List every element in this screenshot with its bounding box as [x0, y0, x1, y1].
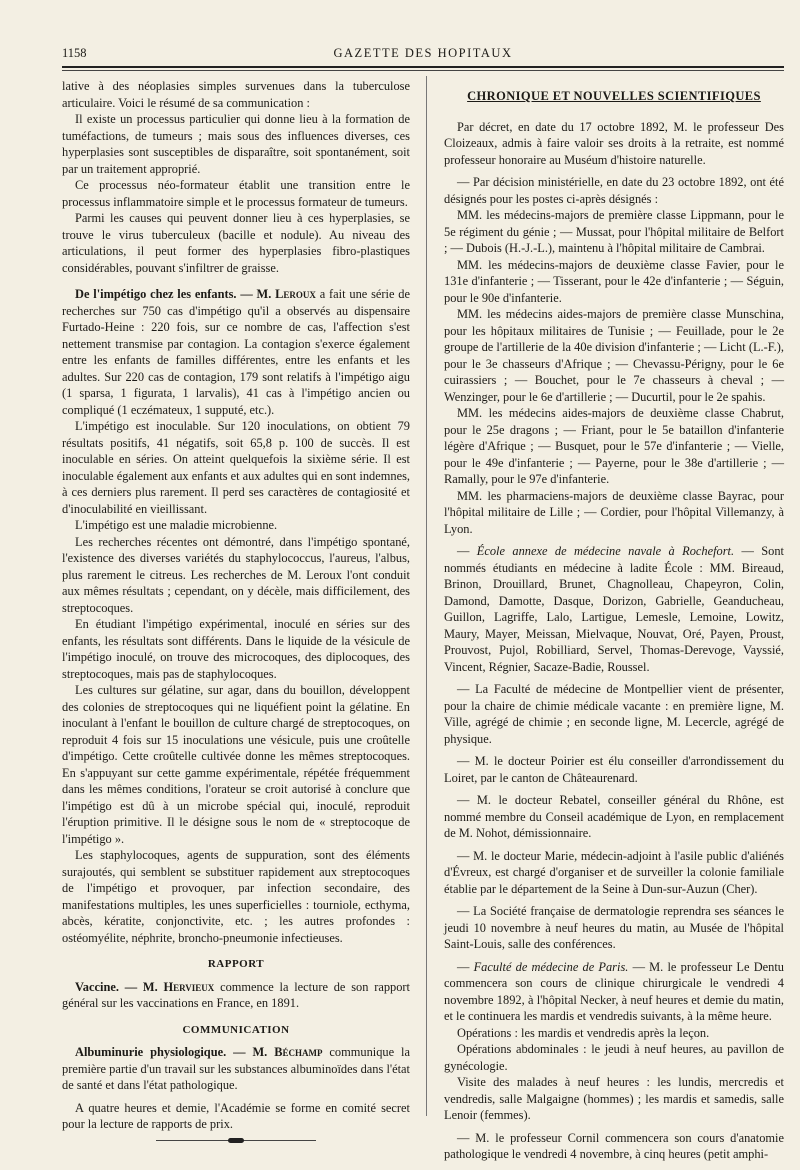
- impetigo-author: M. Leroux: [256, 287, 316, 301]
- dash: —: [457, 959, 474, 974]
- rochefort-text: — Sont nommés étudiants en médecine à ladite École : MM. Bireaud, Brinon, Drouillard, Brunet, Chagnolleau, Chapeyron, Colin, Damond, Damotte, Dasque, Dorizon, Gabrielle, Geanducheau, Guillon, Lagriffe, Lalo, Lartigue, Lemesle, Lemoine, Lowitz, Maury, Mayer, Meissan, Mielvaque, Nouvat, Oré, Payen, Proust, Prouvost, Pujol, Robilliard, Servel, Thomas-Derevoge, Vayssié, Vincent, Régnier, Sacaze-Badie, Roussel.: [444, 544, 784, 674]
- news-item: Visite des malades à neuf heures : les lundis, mercredis et vendredis, salle Malgaigne (hommes) ; les mardis et samedis, salle Lenoir (femmes).: [444, 1075, 784, 1122]
- paragraph: L'impétigo est inoculable. Sur 120 inoculations, on obtient 79 résultats positifs, 41 négatifs, soit 65,8 p. 100 de succès. Il est inoculable en séries. On atteint quelquefois la sixième série. Il est inoculable également aux enfants et aux adultes qui en sont indemnes, à ces derniers plus rarement. Il perd ses caractères de contagiosité et d'inoculabilité en vieillissant.: [62, 419, 410, 516]
- page-header: [62, 44, 784, 64]
- news-item: — La Faculté de médecine de Montpellier vient de présenter, pour la chaire de chimie médicale vacante : en première ligne, M. Ville, agrégé de chimie ; en seconde ligne, M. Lecercle, agrégé de physique.: [444, 682, 784, 746]
- vaccine-author: M. Hervieux: [142, 979, 215, 994]
- closing-paragraph: A quatre heures et demie, l'Académie se forme en comité secret pour la lecture de rapports de prix.: [62, 1100, 410, 1131]
- news-item: Par décret, en date du 17 octobre 1892, M. le professeur Des Cloizeaux, admis à faire valoir ses droits à la retraite, est nommé professeur honoraire au Muséum d'histoire naturelle.: [444, 119, 784, 167]
- impetigo-title: De l'impétigo chez les enfants. —: [75, 287, 253, 301]
- news-item: MM. les médecins aides-majors de première classe Munschina, pour les hôpitaux militaires de Tunisie ; — Feuillade, pour le 2e groupe de l'artillerie de la 40e division d'infanterie ; — Licht (L.-F.), pour le 3e chasseurs d'Afrique ; — Chevassu-Périgny, pour le 6e cuirassiers ; — Bouchet, pour le 7e chasseurs à cheval ; — Wenzinger, pour le 6e d'artillerie ; — Ducurtil, pour le 2e spahis.: [444, 307, 784, 404]
- paragraph: Les cultures sur gélatine, sur agar, dans du bouillon, développent des colonies de streptocoques qui ne liquéfient point la gélatine. En inoculant à l'enfant le bouillon de culture chargé de streptocoques, on reproduit 4 fois sur 15 inoculations une vésicule, puis une croûtelle d'impétigo. Cette croûtelle cultivée donne les mêmes streptocoques. En s'appuyant sur cette gamme expérimentale, répétée fréquemment dans les mêmes conditions, l'orateur se croit autorisé à conclure que l'impétigo est dû à un microbe spécial qui, inoculé, reproduit l'éruption primitive. Il le désigne sous le nom de « streptocoque de l'impétigo ».: [62, 683, 410, 846]
- albuminurie-title: Albuminurie physiologique. —: [75, 1045, 246, 1059]
- communication-heading: COMMUNICATION: [182, 1023, 290, 1036]
- paragraph: Les staphylocoques, agents de suppuration, sont des éléments surajoutés, qui semblent se substituer rapidement aux streptocoques de l'impétigo et provoquer, par infection secondaire, des manifestations multiples, les unes superficielles : tourniole, ecthyma, abcès, kératite, conjonctivite, etc. ; les autres profondes : ostéomyélite, néphrite, broncho-pneumonie infectieuses.: [62, 848, 410, 945]
- news-item: MM. les médecins-majors de première classe Lippmann, pour le 5e régiment du génie ; — Mussat, pour l'hôpital militaire de Belfort ; — Dubois (H.-J.-L.), maintenu à l'hôpital militaire de Cambrai.: [444, 208, 784, 255]
- albuminurie-paragraph: [62, 1044, 410, 1094]
- news-item: — M. le docteur Rebatel, conseiller général du Rhône, est nommé membre du Conseil académique de Lyon, en remplacement de M. Nohot, démissionnaire.: [444, 793, 784, 840]
- news-item-rochefort: [444, 543, 784, 675]
- right-column: [444, 78, 784, 1163]
- paragraph: lative à des néoplasies simples survenues dans la tuberculose articulaire. Voici le résumé de sa communication :: [62, 79, 410, 110]
- header-rule-thick: [62, 66, 784, 68]
- vaccine-title: Vaccine. —: [75, 979, 138, 994]
- news-item: MM. les médecins aides-majors de deuxième classe Chabrut, pour le 25e dragons ; — Friant, pour le 5e bataillon d'infanterie légère d'Afrique ; — Busquet, pour le 57e d'infanterie ; — Vielle, pour le 49e d'infanterie ; — Payerne, pour le 38e d'artillerie ; — Ramally, pour le 97e d'infanterie.: [444, 406, 784, 486]
- column-divider: [426, 76, 427, 1116]
- left-column: [62, 78, 410, 1143]
- news-item: — La Société française de dermatologie reprendra ses séances le jeudi 10 novembre à neuf heures du matin, au Musée de l'hôpital Saint-Louis, salle des conférences.: [444, 904, 784, 951]
- news-item: MM. les pharmaciens-majors de deuxième classe Bayrac, pour l'hôpital militaire de Lille ; — Cordier, pour l'hôpital Villemanzy, à Lyon.: [444, 488, 784, 536]
- news-item: — M. le docteur Marie, médecin-adjoint à l'asile public d'aliénés d'Évreux, est chargé d'organiser et de surveiller la colonie familiale établie par le département de la Seine à Dun-sur-Auzun (Cher).: [444, 848, 784, 896]
- impetigo-text: a fait une série de recherches sur 750 cas d'impétigo qu'il a observés au dispensaire Furtado-Heine : 220 fois, sur ce nombre de cas, l'affection s'est nettement transmise par contagion. La contagion s'exerce également entre les enfants de familles différentes, entre les enfants et les adultes. Sur 220 cas de contagion, 179 sont relatifs à l'impétigo aigu (1 sparsa, 1 figurata, 1 larvalis), 41 cas à l'impétigo ancien ou compliqué (1 eczémateux, 1 supputé, etc.).: [62, 287, 410, 417]
- news-item: Opérations abdominales : le jeudi à neuf heures, au pavillon de gynécologie.: [444, 1042, 784, 1073]
- vaccine-paragraph: [62, 979, 410, 1012]
- chronique-heading: CHRONIQUE ET NOUVELLES SCIENTIFIQUES: [467, 89, 761, 103]
- faculte-title: Faculté de médecine de Paris.: [473, 959, 629, 974]
- rapport-heading: RAPPORT: [207, 958, 265, 970]
- paragraph: Il existe un processus particulier qui donne lieu à la formation de tuméfactions, de tumeurs ; mais sous des influences diverses, ces hyperplasies sont susceptibles de disparaître, soit spontanément, soit par un traitement approprié.: [62, 112, 410, 176]
- news-item: — Par décision ministérielle, en date du 23 octobre 1892, ont été désignés pour les postes ci-après désignés :: [444, 175, 784, 206]
- page-number: 1158: [62, 46, 87, 60]
- end-ornament: [156, 1139, 316, 1143]
- paragraph: Ce processus néo-formateur établit une transition entre le processus inflammatoire simple et le processus formateur de tumeurs.: [62, 178, 410, 209]
- paragraph: Les recherches récentes ont démontré, dans l'impétigo spontané, l'existence des diverses variétés du staphylococcus, l'aureus, l'albus, plus rarement le citreus. Les recherches de M. Leroux l'ont conduit aux mêmes résultats ; cependant, on y décèle, mais difficilement, des streptocoques.: [62, 534, 410, 615]
- news-item-faculte: [444, 959, 784, 1025]
- news-item: — M. le docteur Poirier est élu conseiller d'arrondissement du Loiret, par le canton de Châteaurenard.: [444, 754, 784, 785]
- vaccine-text: commence la lecture de son rapport général sur les vaccinations en France, en 1891.: [62, 979, 410, 1010]
- dash: —: [457, 544, 477, 558]
- news-item: MM. les médecins-majors de deuxième classe Favier, pour le 131e d'infanterie ; — Tisserant, pour le 42e d'infanterie ; — Séguin, pour le 90e d'infanterie.: [444, 257, 784, 305]
- albuminurie-author: M. Béchamp: [252, 1045, 323, 1059]
- faculte-text: — M. le professeur Le Dentu commencera son cours de clinique chirurgicale le vendredi 4 novembre 1892, à l'hôpital Necker, à neuf heures et demie du matin, et le continuera les mardis et vendredis suivants, à la même heure.: [444, 959, 784, 1023]
- paragraph: L'impétigo est une maladie microbienne.: [75, 518, 278, 532]
- albuminurie-text: communique la première partie d'un travail sur les substances albuminoïdes dans l'état de santé et dans l'état pathologique.: [62, 1045, 410, 1092]
- rochefort-title: École annexe de médecine navale à Rochefort.: [476, 544, 735, 558]
- running-title: GAZETTE DES HOPITAUX: [333, 46, 513, 60]
- header-rule-thin: [62, 70, 784, 71]
- paragraph: Parmi les causes qui peuvent donner lieu à ces hyperplasies, se trouve le virus tuberculeux (bacille et nodule). Au niveau des articulations, il peut former des hyperplasies fibro-plastiques considérables, pouvant s'infiltrer de graisse.: [62, 211, 410, 275]
- news-item: — M. le professeur Cornil commencera son cours d'anatomie pathologique le vendredi 4 novembre, à cinq heures (petit amphi-: [444, 1130, 784, 1161]
- impetigo-paragraph: [62, 286, 410, 418]
- news-item: Opérations : les mardis et vendredis après la leçon.: [457, 1025, 710, 1040]
- paragraph: En étudiant l'impétigo expérimental, inoculé en séries sur des enfants, les résultats sont différents. Dans le liquide de la vésicule de l'impétigo inoculé, on trouve des microcoques, des diplocoques, des streptocoques, mais pas de staphylocoques.: [62, 617, 410, 681]
